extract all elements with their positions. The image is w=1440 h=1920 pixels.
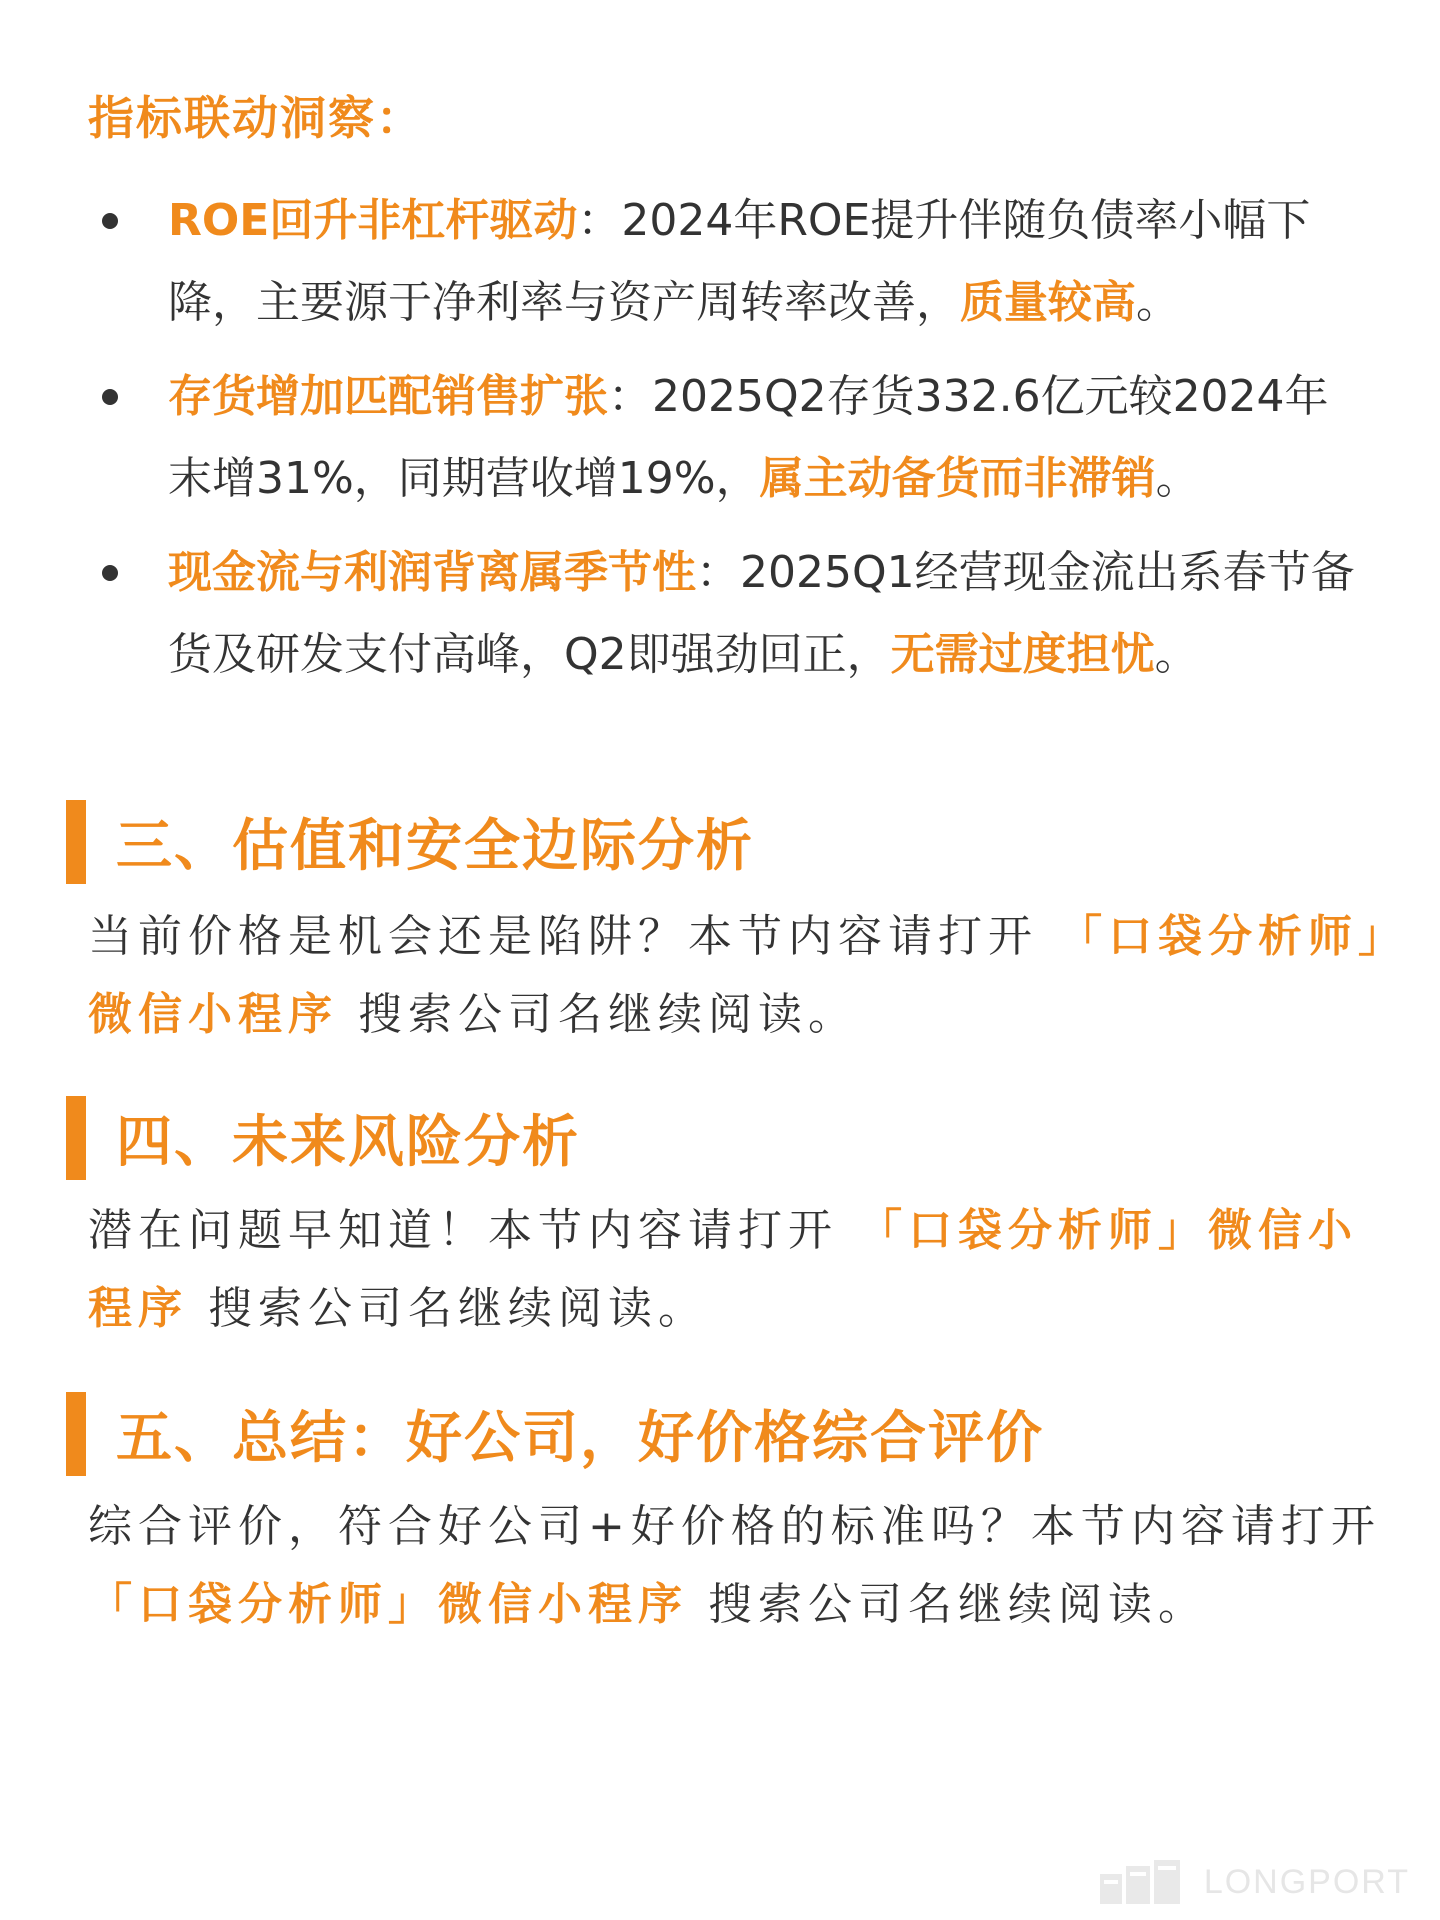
insight-text: ：2025Q2存货332.6亿元较2024年末增31%，同期营收增19%，	[168, 371, 1329, 504]
mini-program-link[interactable]: 「口袋分析师」微信小程序	[88, 911, 1386, 1040]
mini-program-link[interactable]: 「口袋分析师」微信小程序	[88, 1579, 688, 1630]
insight-end: 。	[1136, 277, 1180, 328]
section-text-pre: 当前价格是机会还是陷阱？本节内容请打开	[88, 911, 1058, 962]
section-text-pre: 潜在问题早知道！本节内容请打开	[88, 1205, 858, 1256]
bullet-dot-icon	[102, 389, 118, 405]
insight-end: 。	[1155, 453, 1200, 504]
insight-text: ：2024年ROE提升伴随负债率小幅下降，主要源于净利率与资产周转率改善，	[168, 195, 1311, 328]
section-body-summary	[88, 1488, 1388, 1644]
section-heading-summary	[66, 1392, 1044, 1476]
insight-item	[0, 180, 1440, 344]
section-text-post: 搜索公司名继续阅读。	[188, 1283, 708, 1334]
section-text-post: 搜索公司名继续阅读。	[338, 989, 858, 1040]
section-text-pre: 综合评价，符合好公司+好价格的标准吗？本节内容请打开	[88, 1501, 1381, 1552]
insight-highlight: 无需过度担忧	[890, 629, 1155, 680]
insight-text: ：2025Q1经营现金流出系春节备货及研发支付高峰，Q2即强劲回正，	[168, 547, 1355, 680]
section-accent-bar	[66, 800, 86, 884]
insight-highlight: 质量较高	[960, 277, 1136, 328]
section-title: 三、估值和安全边际分析	[116, 814, 754, 879]
section-heading-valuation	[66, 800, 754, 884]
section-heading-risk	[66, 1096, 580, 1180]
section-text-post: 搜索公司名继续阅读。	[688, 1579, 1208, 1630]
insights-list	[0, 180, 1440, 708]
longport-logo-icon	[1100, 1860, 1180, 1904]
bullet-dot-icon	[102, 565, 118, 581]
watermark	[1100, 1860, 1410, 1904]
section-body-valuation	[88, 898, 1388, 1054]
insight-highlight: 属主动备货而非滞销	[759, 453, 1156, 504]
insight-end: 。	[1154, 629, 1199, 680]
bullet-dot-icon	[102, 213, 118, 229]
watermark-text: LONGPORT	[1203, 1862, 1410, 1901]
section-title: 五、总结：好公司，好价格综合评价	[116, 1406, 1044, 1471]
section-title: 四、未来风险分析	[116, 1110, 580, 1175]
section-body-risk	[88, 1192, 1388, 1348]
section-accent-bar	[66, 1096, 86, 1180]
section-accent-bar	[66, 1392, 86, 1476]
insight-label: ROE回升非杠杆驱动	[168, 195, 578, 246]
insight-item	[0, 356, 1440, 520]
insight-label: 存货增加匹配销售扩张	[168, 371, 608, 422]
insight-label: 现金流与利润背离属季节性	[168, 547, 696, 598]
insights-title: 指标联动洞察：	[88, 91, 424, 145]
mini-program-link[interactable]: 「口袋分析师」微信小程序	[88, 1205, 1358, 1334]
insight-item	[0, 532, 1440, 696]
